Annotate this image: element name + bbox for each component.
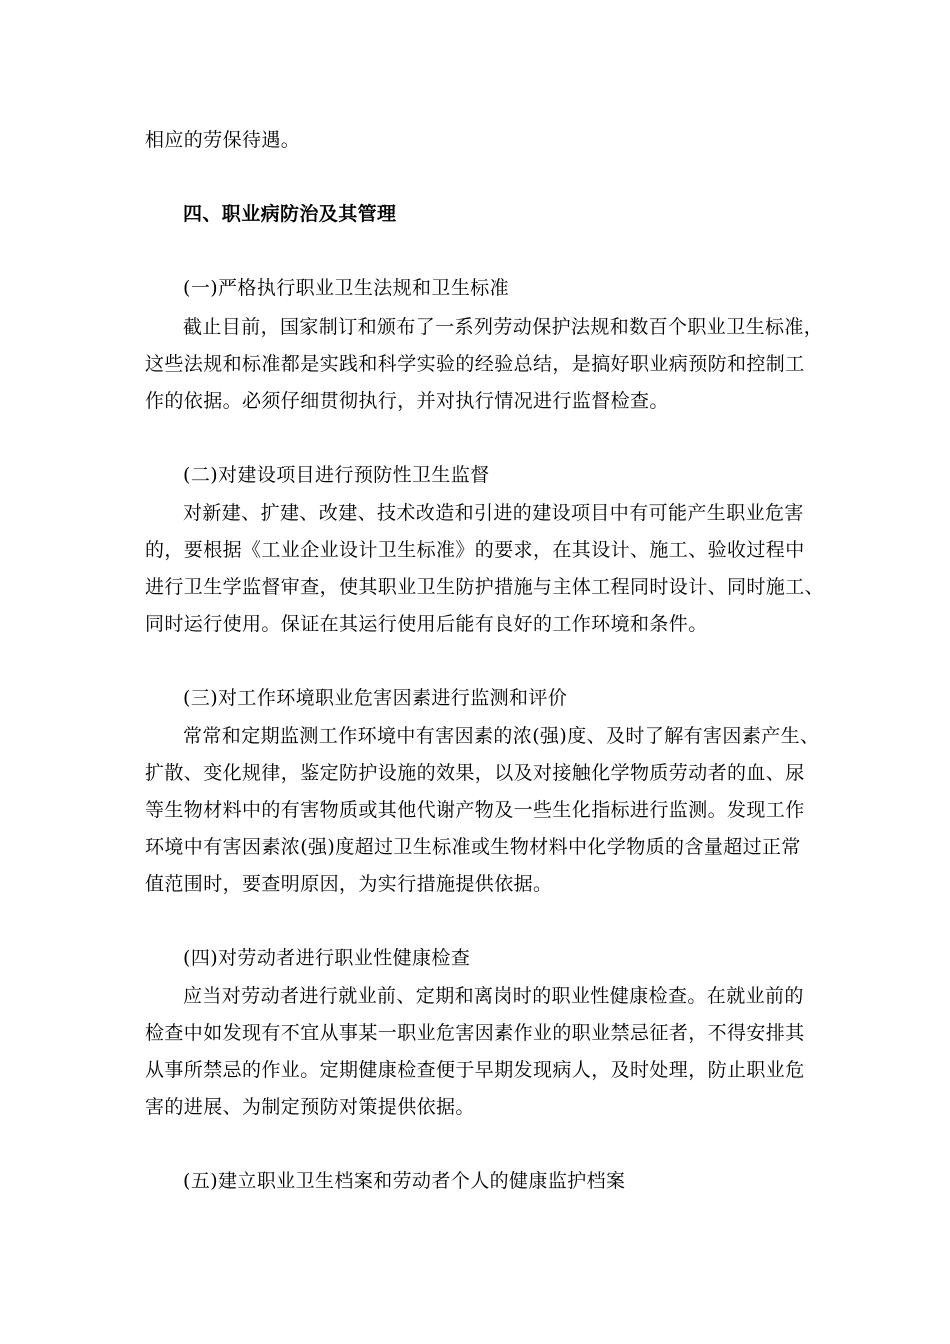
paragraph-line: 同时运行使用。保证在其运行使用后能有良好的工作环境和条件。 xyxy=(145,613,708,635)
subsection-heading: (三)对工作环境职业危害因素进行监测和评价 xyxy=(183,687,568,709)
section-heading: 四、职业病防治及其管理 xyxy=(183,203,397,225)
paragraph-line: 从事所禁忌的作业。定期健康检查便于早期发现病人，及时处理，防止职业危 xyxy=(145,1059,805,1081)
subsection-heading: (一)严格执行职业卫生法规和卫生标准 xyxy=(183,277,510,299)
paragraph-line: 这些法规和标准都是实践和科学实验的经验总结，是搞好职业病预防和控制工 xyxy=(145,353,805,375)
subsection-heading: (四)对劳动者进行职业性健康检查 xyxy=(183,947,471,969)
paragraph-line: 的，要根据《工业企业设计卫生标准》的要求，在其设计、施工、验收过程中 xyxy=(145,539,805,561)
paragraph-line: 常常和定期监测工作环境中有害因素的浓(强)度、及时了解有害因素产生、 xyxy=(183,725,820,747)
paragraph-line: 害的进展、为制定预防对策提供依据。 xyxy=(145,1096,475,1118)
paragraph-line: 扩散、变化规律，鉴定防护设施的效果，以及对接触化学物质劳动者的血、尿 xyxy=(145,762,805,784)
paragraph-line: 对新建、扩建、改建、技术改造和引进的建设项目中有可能产生职业危害 xyxy=(183,502,804,524)
subsection-heading: (二)对建设项目进行预防性卫生监督 xyxy=(183,464,490,486)
paragraph-line: 检查中如发现有不宜从事某一职业危害因素作业的职业禁忌征者，不得安排其 xyxy=(145,1022,805,1044)
paragraph-line: 应当对劳动者进行就业前、定期和离岗时的职业性健康检查。在就业前的 xyxy=(183,985,804,1007)
paragraph-line: 环境中有害因素浓(强)度超过卫生标准或生物材料中化学物质的含量超过正常 xyxy=(145,836,801,858)
paragraph-line: 等生物材料中的有害物质或其他代谢产物及一些生化指标进行监测。发现工作 xyxy=(145,799,805,821)
paragraph-line: 值范围时，要查明原因，为实行措施提供依据。 xyxy=(145,873,553,895)
paragraph-line: 进行卫生学监督审查，使其职业卫生防护措施与主体工程同时设计、同时施工、 xyxy=(145,576,825,598)
subsection-heading: (五)建立职业卫生档案和劳动者个人的健康监护档案 xyxy=(183,1170,626,1192)
paragraph-line: 作的依据。必须仔细贯彻执行，并对执行情况进行监督检查。 xyxy=(145,390,669,412)
paragraph-line: 相应的劳保待遇。 xyxy=(145,129,301,151)
paragraph-line: 截止目前，国家制订和颁布了一系列劳动保护法规和数百个职业卫生标准， xyxy=(183,316,824,338)
